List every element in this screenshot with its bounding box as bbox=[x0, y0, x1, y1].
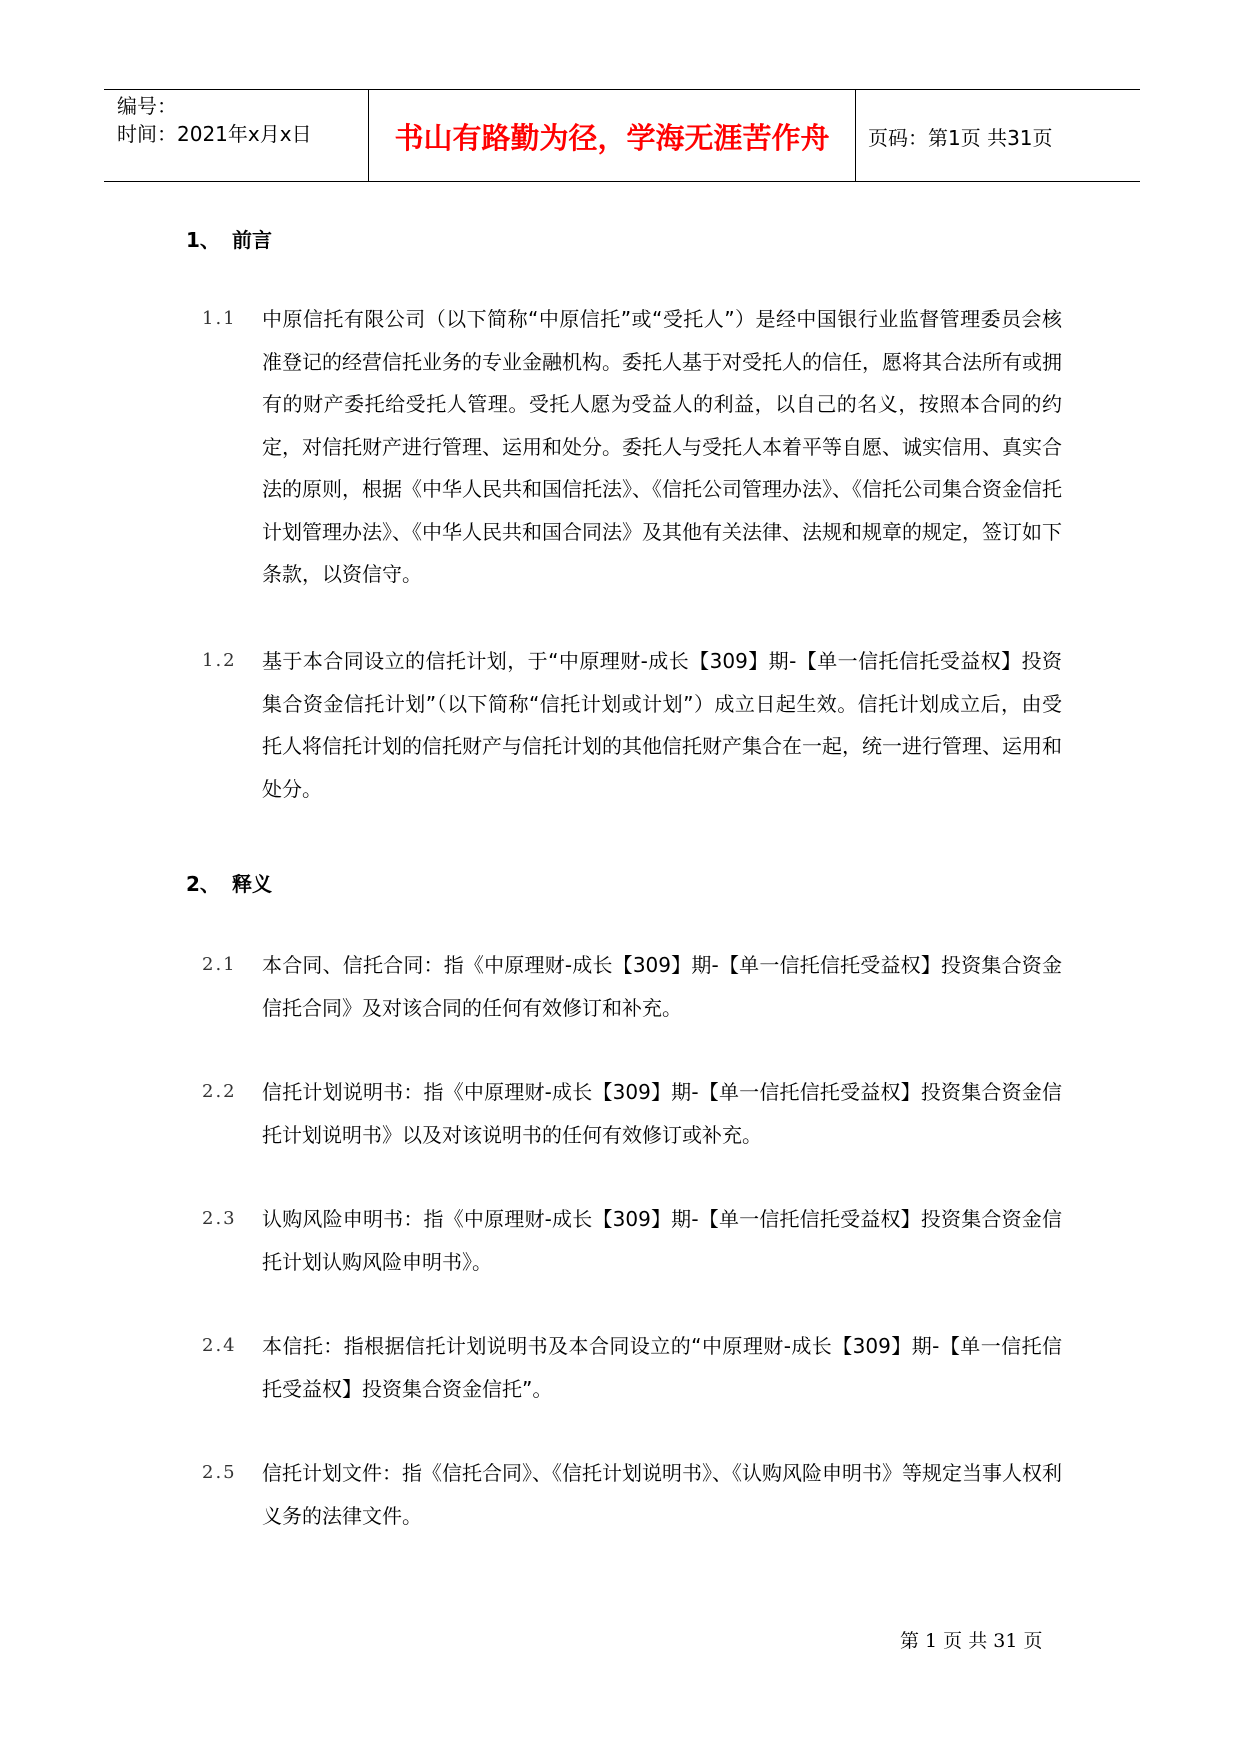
header-page-info: 页码：第1页 共31页 bbox=[868, 126, 1053, 150]
section-title bbox=[186, 868, 272, 897]
section-title-text: 释义 bbox=[232, 872, 272, 896]
clause-text: 本信托：指根据信托计划说明书及本合同设立的“中原理财-成长【309】期-【单一信托信托受益权】投资集合资金信托”。 bbox=[262, 1334, 1062, 1401]
clause-number: 2.2 bbox=[202, 1081, 237, 1102]
page-footer: 第 1 页 共 31 页 bbox=[900, 1630, 1043, 1652]
section-title-text: 前言 bbox=[232, 228, 272, 252]
header-top-rule bbox=[104, 89, 1140, 90]
section-number: 1、 bbox=[186, 228, 220, 252]
time-label: 时间：2021年x月x日 bbox=[117, 122, 312, 146]
header-bottom-rule bbox=[104, 181, 1140, 182]
clause-text: 本合同、信托合同：指《中原理财-成长【309】期-【单一信托信托受益权】投资集合资金信托合同》及对该合同的任何有效修订和补充。 bbox=[262, 953, 1062, 1020]
clause-text: 基于本合同设立的信托计划，于“中原理财-成长【309】期-【单一信托信托受益权】投资集合资金信托计划”（以下简称“信托计划或计划”）成立日起生效。信托计划成立后，由受托人将信托计划的信托财产与信托计划的其他信托财产集合在一起，统一进行管理、运用和处分。 bbox=[262, 649, 1062, 801]
section-number: 2、 bbox=[186, 872, 220, 896]
header-meta bbox=[117, 92, 312, 148]
clause-number: 2.3 bbox=[202, 1208, 237, 1229]
clause-text: 中原信托有限公司（以下简称“中原信托”或“受托人”）是经中国银行业监督管理委员会核准登记的经营信托业务的专业金融机构。委托人基于对受托人的信任，愿将其合法所有或拥有的财产委托给受托人管理。受托人愿为受益人的利益，以自己的名义，按照本合同的约定，对信托财产进行管理、运用和处分。委托人与受托人本着平等自愿、诚实信用、真实合法的原则，根据《中华人民共和国信托法》、《信托公司管理办法》、《信托公司集合资金信托计划管理办法》、《中华人民共和国合同法》及其他有关法律、法规和规章的规定，签订如下条款，以资信守。 bbox=[262, 307, 1062, 586]
clause-text: 信托计划说明书：指《中原理财-成长【309】期-【单一信托信托受益权】投资集合资金信托计划说明书》以及对该说明书的任何有效修订或补充。 bbox=[262, 1080, 1062, 1147]
clause-number: 2.1 bbox=[202, 954, 237, 975]
code-label: 编号： bbox=[117, 94, 177, 118]
header-motto: 书山有路勤为径，学海无涯苦作舟 bbox=[394, 121, 830, 155]
clause-number: 2.4 bbox=[202, 1335, 237, 1356]
clause-number: 1.2 bbox=[202, 650, 237, 671]
clause-number: 1.1 bbox=[202, 308, 237, 329]
clause-number: 2.5 bbox=[202, 1462, 237, 1483]
section-title bbox=[186, 224, 272, 253]
clause-text: 认购风险申明书：指《中原理财-成长【309】期-【单一信托信托受益权】投资集合资金信托计划认购风险申明书》。 bbox=[262, 1207, 1062, 1274]
clause-text: 信托计划文件：指《信托合同》、《信托计划说明书》、《认购风险申明书》等规定当事人权利义务的法律文件。 bbox=[262, 1461, 1062, 1528]
